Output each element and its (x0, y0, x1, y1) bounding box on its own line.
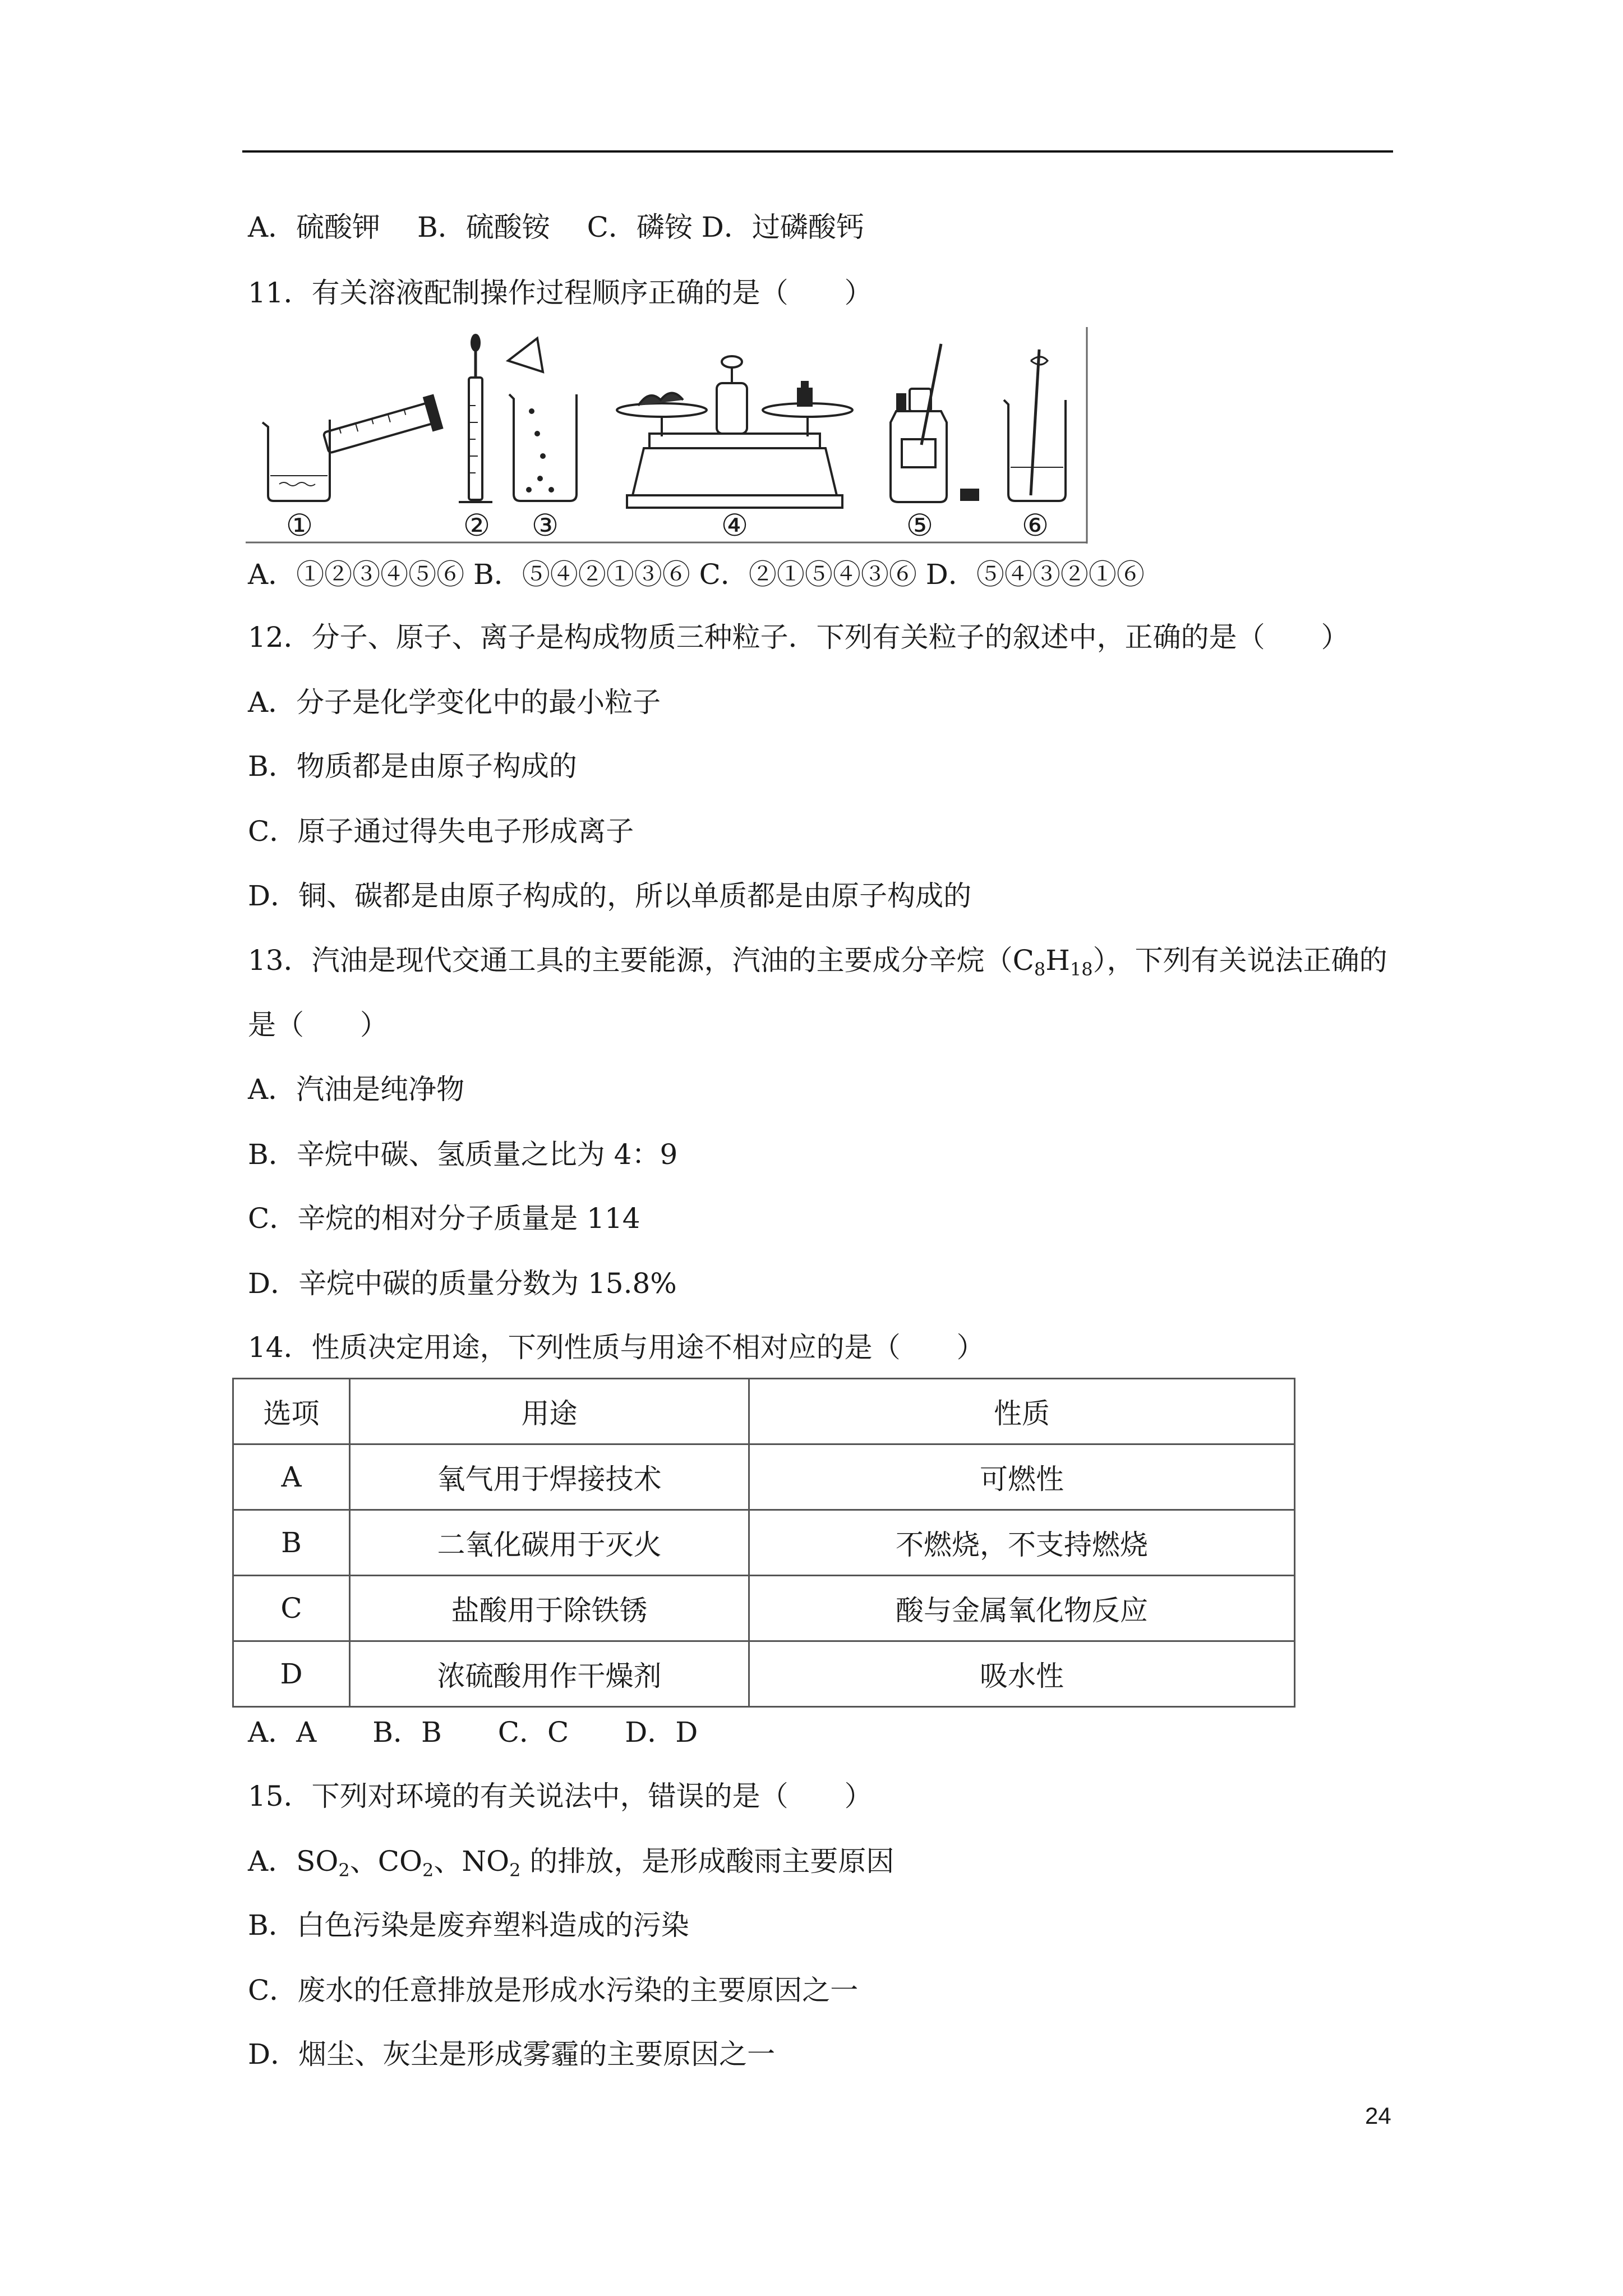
header-rule (242, 150, 1393, 153)
q11-options: A．①②③④⑤⑥ B．⑤④②①③⑥ C．②①⑤④③⑥ D．⑤④③②①⑥ (248, 558, 1145, 591)
q14-stem: 14．性质决定用途，下列性质与用途不相对应的是（ ） (248, 1331, 985, 1364)
figure-label-6: ⑥ (1021, 508, 1049, 543)
q15-a-sub: 2 (422, 1860, 434, 1881)
q12-option-b: B．物质都是由原子构成的 (248, 750, 577, 783)
q13-subscript-h: 18 (1069, 959, 1093, 980)
figure-label-2: ② (463, 508, 491, 543)
table-header-row (233, 1379, 1295, 1444)
q14-options: A．A B．B C．C D．D (248, 1716, 698, 1749)
q15-option-b: B．白色污染是废弃塑料造成的污染 (248, 1909, 689, 1941)
table-cell: B (233, 1510, 350, 1576)
table-cell: C (233, 1576, 350, 1641)
q15-stem: 15．下列对环境的有关说法中，错误的是（ ） (248, 1780, 873, 1812)
table-cell: D (233, 1641, 350, 1707)
figure-label-3: ③ (531, 508, 559, 543)
q12-option-a: A．分子是化学变化中的最小粒子 (248, 686, 661, 719)
q15-option-a (248, 1843, 894, 1879)
q11-stem: 11．有关溶液配制操作过程顺序正确的是（ ） (248, 277, 873, 309)
q13-stem-h: H (1045, 944, 1070, 977)
table-header-cell: 选项 (233, 1379, 350, 1444)
q15-a-text: 、CO (349, 1845, 422, 1878)
table-cell: 可燃性 (749, 1444, 1295, 1510)
q13-stem-line2: 是（ ） (248, 1009, 388, 1041)
page-number: 24 (1365, 2102, 1391, 2129)
table-cell: 浓硫酸用作干燥剂 (350, 1641, 749, 1707)
q13-option-a: A．汽油是纯净物 (248, 1073, 465, 1106)
q13-subscript-c: 8 (1034, 959, 1046, 980)
figure-label-5: ⑤ (906, 508, 934, 543)
q13-stem-text: 13．汽油是现代交通工具的主要能源，汽油的主要成分辛烷（C (248, 944, 1034, 977)
figure-label-1: ① (285, 508, 313, 543)
q13-option-d: D．辛烷中碳的质量分数为 15.8% (248, 1267, 677, 1300)
q13-stem-tail: ），下列有关说法正确的 (1092, 944, 1387, 977)
q15-a-sub: 2 (509, 1860, 521, 1881)
q13-stem (248, 942, 1387, 978)
table-cell: 吸水性 (749, 1641, 1295, 1707)
table-cell: 氧气用于焊接技术 (350, 1444, 749, 1510)
table-cell: 酸与金属氧化物反应 (749, 1576, 1295, 1641)
table-row (233, 1641, 1295, 1707)
q15-a-sub: 2 (338, 1860, 350, 1881)
q13-option-c: C．辛烷的相对分子质量是 114 (248, 1202, 640, 1235)
q15-a-text: A．SO (248, 1845, 339, 1878)
q11-lab-figure (246, 327, 1088, 544)
q12-option-c: C．原子通过得失电子形成离子 (248, 815, 634, 848)
q12-option-d: D．铜、碳都是由原子构成的，所以单质都是由原子构成的 (248, 880, 972, 912)
table-row (233, 1444, 1295, 1510)
table-row (233, 1510, 1295, 1576)
q12-stem: 12．分子、原子、离子是构成物质三种粒子．下列有关粒子的叙述中，正确的是（ ） (248, 621, 1349, 654)
table-cell: A (233, 1444, 350, 1510)
table-cell: 二氧化碳用于灭火 (350, 1510, 749, 1576)
q15-option-c: C．废水的任意排放是形成水污染的主要原因之一 (248, 1974, 859, 2007)
table-cell: 不燃烧，不支持燃烧 (749, 1510, 1295, 1576)
q13-option-b: B．辛烷中碳、氢质量之比为 4：9 (248, 1138, 678, 1171)
figure-label-4: ④ (721, 508, 749, 543)
q10-options: A．硫酸钾 B．硫酸铵 C．磷铵 D．过磷酸钙 (248, 211, 864, 243)
q15-option-d: D．烟尘、灰尘是形成雾霾的主要原因之一 (248, 2038, 776, 2070)
table-header-cell: 用途 (350, 1379, 749, 1444)
table-header-cell: 性质 (749, 1379, 1295, 1444)
table-row (233, 1576, 1295, 1641)
table-cell: 盐酸用于除铁锈 (350, 1576, 749, 1641)
q15-a-text: 、NO (434, 1845, 510, 1878)
q14-table (232, 1378, 1295, 1708)
q15-a-text: 的排放，是形成酸雨主要原因 (520, 1845, 895, 1878)
